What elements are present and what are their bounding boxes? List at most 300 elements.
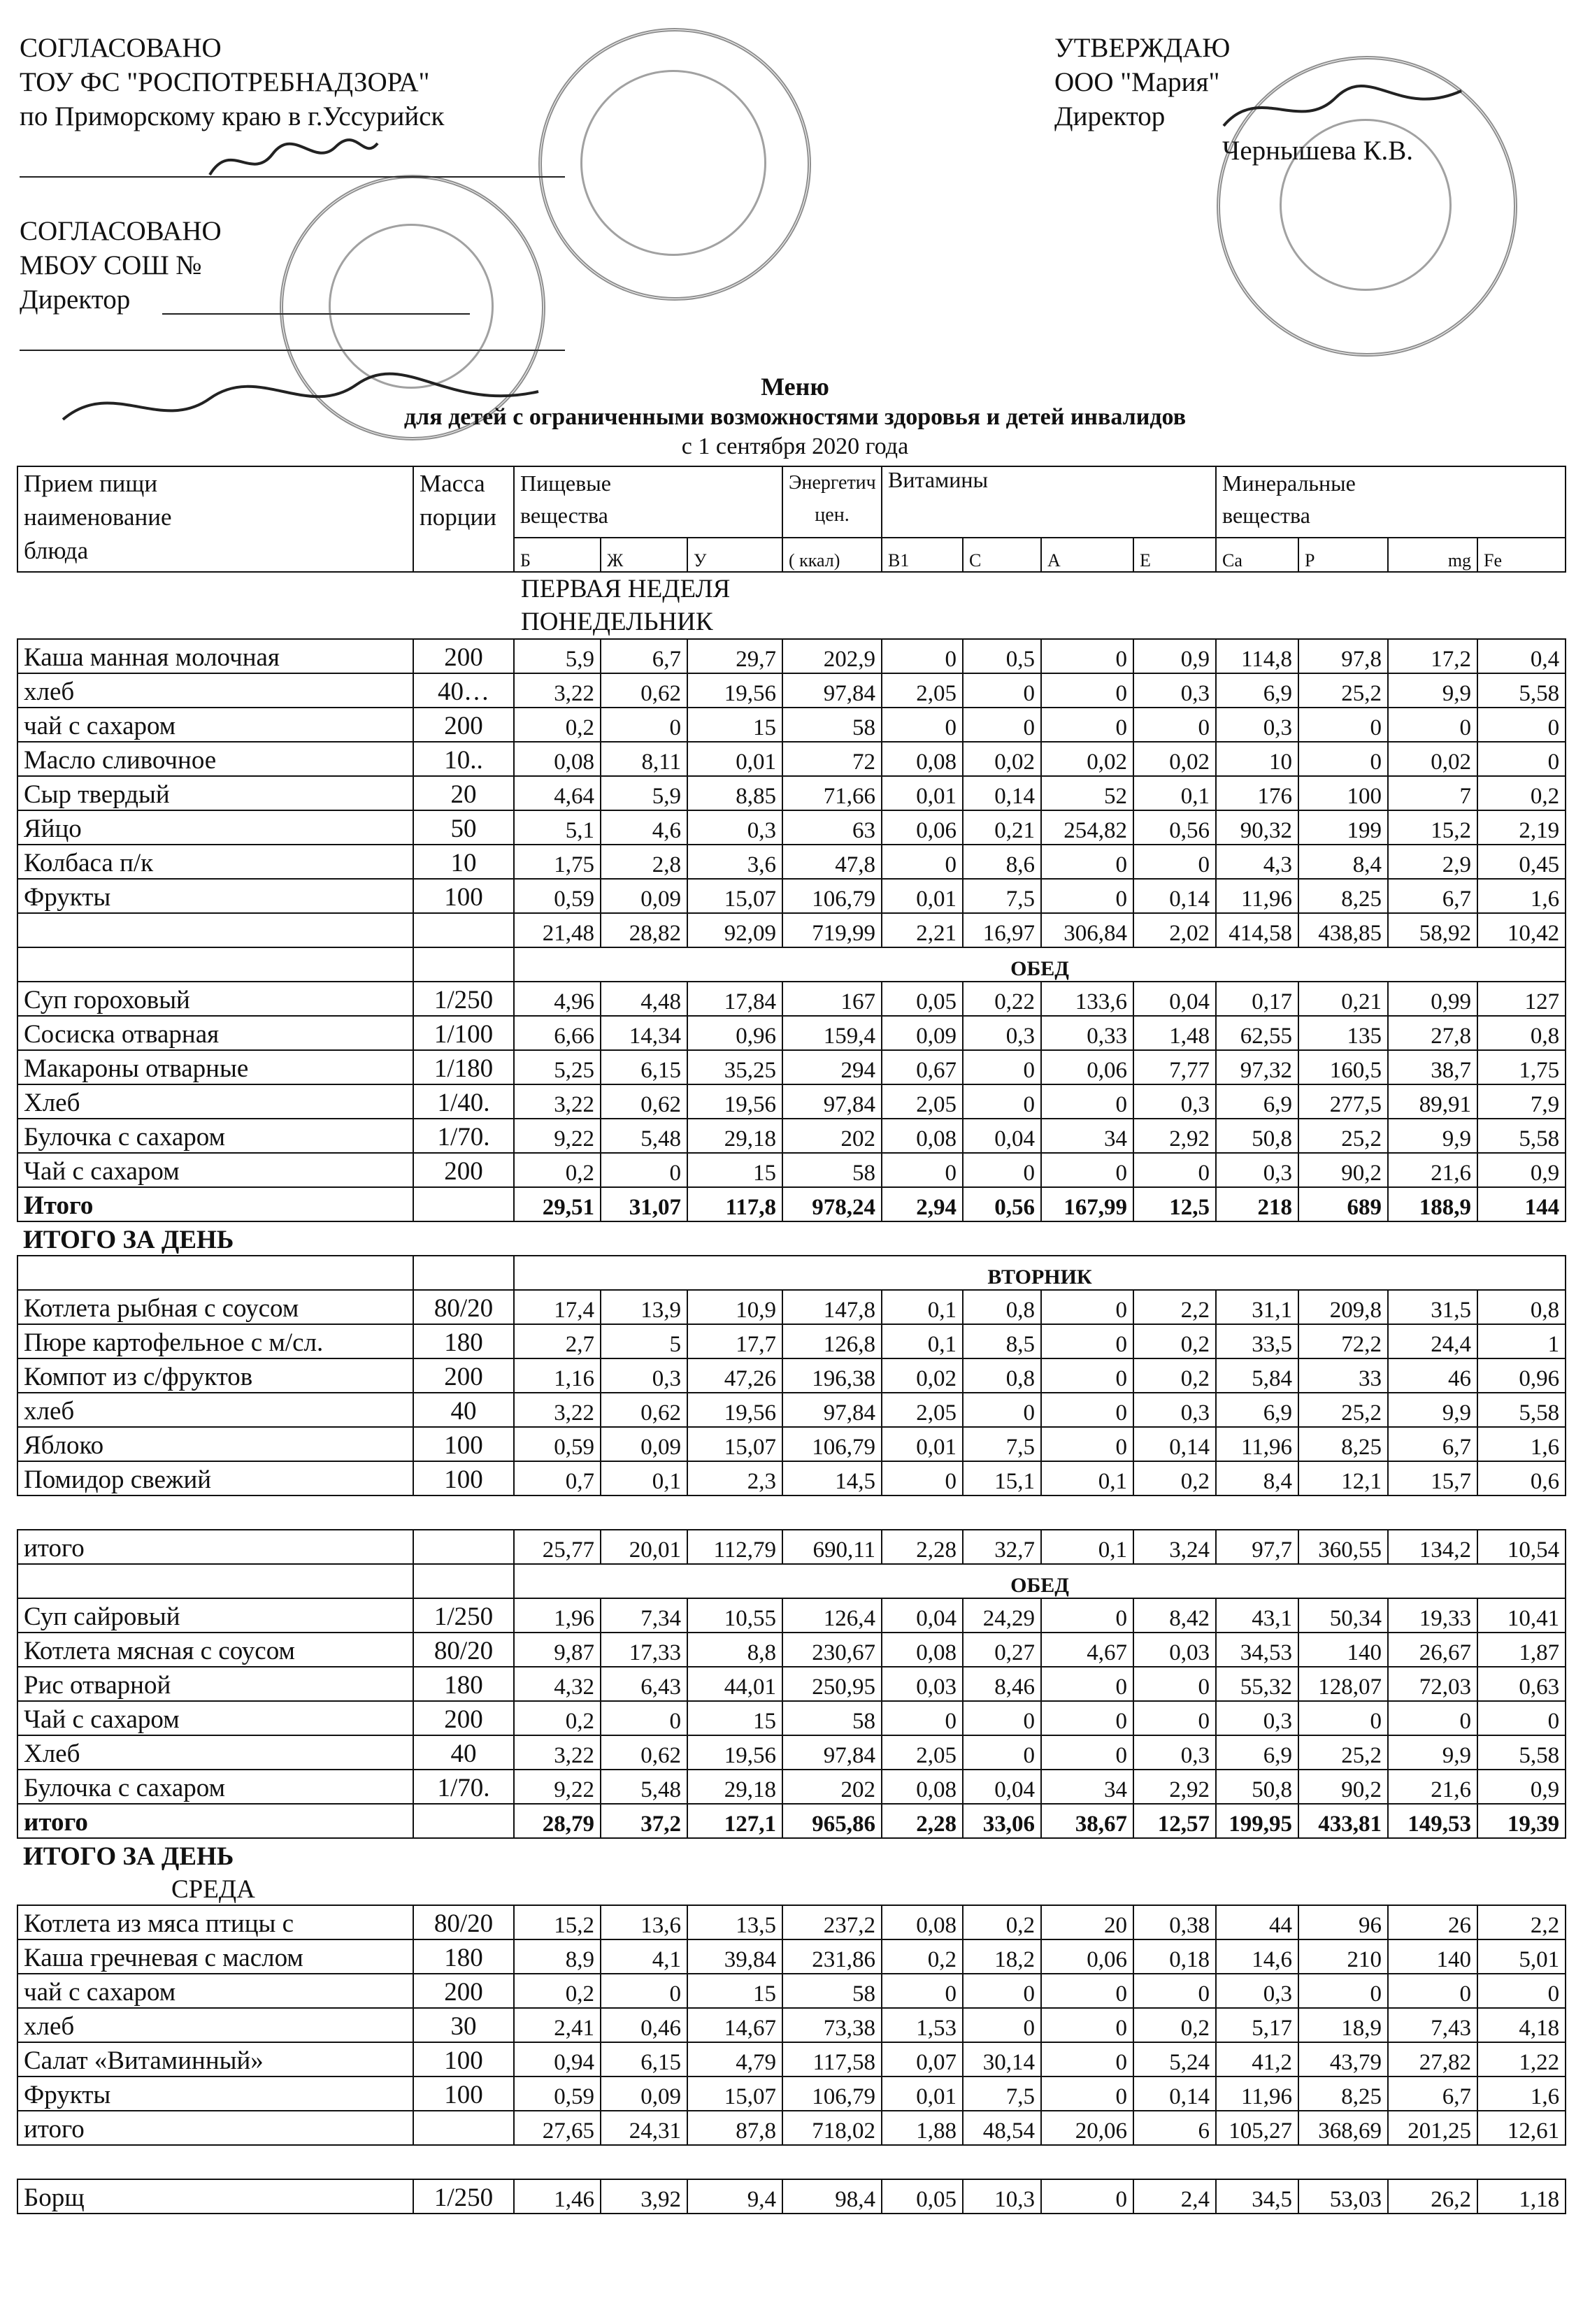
- value-cell: 15: [687, 1974, 782, 2008]
- table-row: [17, 1804, 1566, 1838]
- header-sub-col: A: [1041, 538, 1133, 572]
- dish-name: итого: [17, 1804, 413, 1838]
- table-row: [17, 1530, 1566, 1564]
- value-cell: 0: [882, 1701, 963, 1735]
- value-cell: 0: [1041, 1358, 1133, 1393]
- header-sub-col: ( ккал): [782, 538, 882, 572]
- portion-mass: 100: [413, 2076, 514, 2111]
- dish-name: Масло сливочное: [17, 742, 413, 776]
- value-cell: 0: [1477, 708, 1566, 742]
- portion-mass: 80/20: [413, 1905, 514, 1939]
- day-total-label: ИТОГО ЗА ДЕНЬ: [23, 1842, 234, 1871]
- value-cell: 9,4: [687, 2179, 782, 2214]
- portion-mass: 1/70.: [413, 1119, 514, 1153]
- value-cell: 0,1: [1133, 776, 1216, 810]
- table-row: [17, 1153, 1566, 1187]
- value-cell: 33: [1298, 1358, 1388, 1393]
- value-cell: 188,9: [1388, 1187, 1477, 1221]
- value-cell: 34,53: [1216, 1633, 1298, 1667]
- empty-cell: [413, 1564, 514, 1598]
- value-cell: 0,3: [1216, 1974, 1298, 2008]
- value-cell: 2,8: [601, 845, 687, 879]
- value-cell: 0,2: [882, 1939, 963, 1974]
- value-cell: 6,7: [1388, 1427, 1477, 1461]
- value-cell: 0: [1041, 1974, 1133, 2008]
- value-cell: 0,62: [601, 1084, 687, 1119]
- table-row: [17, 1393, 1566, 1427]
- value-cell: 20: [1041, 1905, 1133, 1939]
- table-row: [17, 1084, 1566, 1119]
- portion-mass: 50: [413, 810, 514, 845]
- header-sub-col: Ca: [1216, 538, 1298, 572]
- value-cell: 15,2: [514, 1905, 601, 1939]
- value-cell: 250,95: [782, 1667, 882, 1701]
- value-cell: 87,8: [687, 2111, 782, 2145]
- value-cell: 202,9: [782, 639, 882, 673]
- value-cell: 58,92: [1388, 913, 1477, 947]
- value-cell: 47,8: [782, 845, 882, 879]
- value-cell: 0: [963, 1393, 1041, 1427]
- value-cell: 0: [1477, 1974, 1566, 2008]
- stamp-seal-inner: [580, 70, 766, 256]
- value-cell: 0: [1133, 845, 1216, 879]
- value-cell: 2,05: [882, 1735, 963, 1770]
- table-row: [17, 2179, 1566, 2214]
- value-cell: 17,33: [601, 1633, 687, 1667]
- value-cell: 0: [963, 1050, 1041, 1084]
- value-cell: 6,9: [1216, 1735, 1298, 1770]
- value-cell: 7,9: [1477, 1084, 1566, 1119]
- value-cell: 32,7: [963, 1530, 1041, 1564]
- value-cell: 0,5: [963, 639, 1041, 673]
- value-cell: 1,48: [1133, 1016, 1216, 1050]
- value-cell: 218: [1216, 1187, 1298, 1221]
- value-cell: 0,1: [882, 1290, 963, 1324]
- value-cell: 3,22: [514, 1735, 601, 1770]
- value-cell: 8,46: [963, 1667, 1041, 1701]
- empty-cell: [413, 947, 514, 982]
- table-row: [17, 708, 1566, 742]
- value-cell: 13,5: [687, 1905, 782, 1939]
- value-cell: 689: [1298, 1187, 1388, 1221]
- value-cell: 50,8: [1216, 1770, 1298, 1804]
- value-cell: 13,9: [601, 1290, 687, 1324]
- approval-line: СОГЛАСОВАНО: [20, 33, 222, 63]
- value-cell: 35,25: [687, 1050, 782, 1084]
- value-cell: 0: [1041, 1427, 1133, 1461]
- table-row: [17, 1187, 1566, 1221]
- value-cell: 5: [601, 1324, 687, 1358]
- table-row: [17, 639, 1566, 673]
- value-cell: 27,82: [1388, 2042, 1477, 2076]
- value-cell: 0,05: [882, 982, 963, 1016]
- value-cell: 0: [1298, 742, 1388, 776]
- value-cell: 17,7: [687, 1324, 782, 1358]
- value-cell: 12,61: [1477, 2111, 1566, 2145]
- day-total-label: ИТОГО ЗА ДЕНЬ: [23, 1226, 234, 1254]
- value-cell: 9,22: [514, 1119, 601, 1153]
- approval-block-rospotrebnadzor: [20, 31, 445, 134]
- value-cell: 0,09: [601, 1427, 687, 1461]
- value-cell: 1,22: [1477, 2042, 1566, 2076]
- value-cell: 0: [1041, 1084, 1133, 1119]
- value-cell: 24,4: [1388, 1324, 1477, 1358]
- value-cell: 9,9: [1388, 1119, 1477, 1153]
- value-cell: 135: [1298, 1016, 1388, 1050]
- value-cell: 978,24: [782, 1187, 882, 1221]
- header-mass: Масса порции: [413, 466, 514, 572]
- value-cell: 5,17: [1216, 2008, 1298, 2042]
- value-cell: 9,22: [514, 1770, 601, 1804]
- value-cell: 8,25: [1298, 2076, 1388, 2111]
- value-cell: 5,48: [601, 1770, 687, 1804]
- value-cell: 2,2: [1133, 1290, 1216, 1324]
- value-cell: 58: [782, 1701, 882, 1735]
- dish-name: Суп сайровый: [17, 1598, 413, 1633]
- value-cell: 8,4: [1298, 845, 1388, 879]
- portion-mass: 1/100: [413, 1016, 514, 1050]
- value-cell: 0,09: [601, 879, 687, 913]
- value-cell: 9,9: [1388, 1393, 1477, 1427]
- value-cell: 0,8: [1477, 1290, 1566, 1324]
- value-cell: 11,96: [1216, 879, 1298, 913]
- value-cell: 965,86: [782, 1804, 882, 1838]
- dish-name: хлеб: [17, 2008, 413, 2042]
- value-cell: 11,96: [1216, 2076, 1298, 2111]
- value-cell: 147,8: [782, 1290, 882, 1324]
- value-cell: 0,9: [1133, 639, 1216, 673]
- table-row: [17, 2111, 1566, 2145]
- dish-name: Салат «Витаминный»: [17, 2042, 413, 2076]
- value-cell: 4,48: [601, 982, 687, 1016]
- value-cell: 50,8: [1216, 1119, 1298, 1153]
- table-row: [17, 845, 1566, 879]
- portion-mass: 200: [413, 1701, 514, 1735]
- value-cell: 1: [1477, 1324, 1566, 1358]
- value-cell: 14,5: [782, 1461, 882, 1495]
- dish-name: Пюре картофельное с м/сл.: [17, 1324, 413, 1358]
- table-row: [17, 1427, 1566, 1461]
- value-cell: 0,06: [1041, 1050, 1133, 1084]
- value-cell: 1,53: [882, 2008, 963, 2042]
- doc-subtitle: для детей с ограниченными возможностями здоровья и детей инвалидов: [403, 404, 1187, 430]
- value-cell: 0,14: [1133, 1427, 1216, 1461]
- value-cell: 25,2: [1298, 1393, 1388, 1427]
- header-sub-col: Б: [514, 538, 601, 572]
- value-cell: 55,32: [1216, 1667, 1298, 1701]
- value-cell: 0,8: [963, 1290, 1041, 1324]
- value-cell: 5,48: [601, 1119, 687, 1153]
- table-row: [17, 1016, 1566, 1050]
- value-cell: 12,1: [1298, 1461, 1388, 1495]
- dish-name: чай с сахаром: [17, 708, 413, 742]
- value-cell: 160,5: [1298, 1050, 1388, 1084]
- value-cell: 0,01: [882, 1427, 963, 1461]
- value-cell: 6,43: [601, 1667, 687, 1701]
- day-heading-row: [17, 1872, 1566, 1905]
- value-cell: 29,51: [514, 1187, 601, 1221]
- value-cell: 1,18: [1477, 2179, 1566, 2214]
- value-cell: 294: [782, 1050, 882, 1084]
- approval-line: СОГЛАСОВАНО: [20, 216, 222, 246]
- table-row: [17, 1358, 1566, 1393]
- value-cell: 0,2: [1133, 1358, 1216, 1393]
- value-cell: 10,41: [1477, 1598, 1566, 1633]
- value-cell: 0,8: [963, 1358, 1041, 1393]
- value-cell: 0,59: [514, 1427, 601, 1461]
- value-cell: 0: [963, 1735, 1041, 1770]
- value-cell: 39,84: [687, 1939, 782, 1974]
- value-cell: 8,25: [1298, 1427, 1388, 1461]
- value-cell: 0: [601, 1701, 687, 1735]
- value-cell: 2,94: [882, 1187, 963, 1221]
- dish-name: Котлета из мяса птицы с: [17, 1905, 413, 1939]
- portion-mass: 100: [413, 2042, 514, 2076]
- table-row: [17, 1667, 1566, 1701]
- value-cell: 199,95: [1216, 1804, 1298, 1838]
- value-cell: 0,05: [882, 2179, 963, 2214]
- table-row: [17, 913, 1566, 947]
- dish-name: Помидор свежий: [17, 1461, 413, 1495]
- value-cell: 0,08: [882, 1119, 963, 1153]
- value-cell: 0,67: [882, 1050, 963, 1084]
- value-cell: 0,6: [1477, 1461, 1566, 1495]
- value-cell: 0,08: [882, 742, 963, 776]
- value-cell: 12,5: [1133, 1187, 1216, 1221]
- value-cell: 92,09: [687, 913, 782, 947]
- value-cell: 0,02: [1388, 742, 1477, 776]
- day-total-row: [17, 1221, 1566, 1256]
- value-cell: 2,92: [1133, 1770, 1216, 1804]
- value-cell: 72,2: [1298, 1324, 1388, 1358]
- portion-mass: 180: [413, 1939, 514, 1974]
- value-cell: 0,14: [1133, 879, 1216, 913]
- value-cell: 44,01: [687, 1667, 782, 1701]
- value-cell: 2,3: [687, 1461, 782, 1495]
- value-cell: 97,84: [782, 1393, 882, 1427]
- table-row: [17, 1735, 1566, 1770]
- value-cell: 44: [1216, 1905, 1298, 1939]
- value-cell: 0: [1041, 1735, 1133, 1770]
- portion-mass: 180: [413, 1667, 514, 1701]
- value-cell: 202: [782, 1119, 882, 1153]
- value-cell: 100: [1298, 776, 1388, 810]
- value-cell: 0: [1133, 708, 1216, 742]
- value-cell: 4,67: [1041, 1633, 1133, 1667]
- header-minerals: Минеральные вещества: [1216, 466, 1566, 538]
- value-cell: 0,06: [882, 810, 963, 845]
- portion-mass: 40…: [413, 673, 514, 708]
- value-cell: 1,46: [514, 2179, 601, 2214]
- meal-heading-row: [17, 947, 1566, 982]
- value-cell: 29,18: [687, 1770, 782, 1804]
- value-cell: 62,55: [1216, 1016, 1298, 1050]
- value-cell: 0,8: [1477, 1016, 1566, 1050]
- value-cell: 0,18: [1133, 1939, 1216, 1974]
- value-cell: 1,6: [1477, 1427, 1566, 1461]
- value-cell: 230,67: [782, 1633, 882, 1667]
- value-cell: 71,66: [782, 776, 882, 810]
- value-cell: 1,96: [514, 1598, 601, 1633]
- value-cell: 117,8: [687, 1187, 782, 1221]
- value-cell: 43,1: [1216, 1598, 1298, 1633]
- table-row: [17, 2008, 1566, 2042]
- value-cell: 16,97: [963, 913, 1041, 947]
- table-row: [17, 1598, 1566, 1633]
- value-cell: 106,79: [782, 2076, 882, 2111]
- value-cell: 719,99: [782, 913, 882, 947]
- value-cell: 3,22: [514, 1084, 601, 1119]
- value-cell: 1,87: [1477, 1633, 1566, 1667]
- value-cell: 1,16: [514, 1358, 601, 1393]
- value-cell: 0: [1133, 1974, 1216, 2008]
- value-cell: 0: [882, 1974, 963, 2008]
- value-cell: 0: [1041, 1324, 1133, 1358]
- value-cell: 0,9: [1477, 1770, 1566, 1804]
- dish-name: Каша манная молочная: [17, 639, 413, 673]
- value-cell: 2,2: [1477, 1905, 1566, 1939]
- value-cell: 2,19: [1477, 810, 1566, 845]
- value-cell: 0,08: [882, 1770, 963, 1804]
- value-cell: 5,58: [1477, 1119, 1566, 1153]
- dish-name: Компот из с/фруктов: [17, 1358, 413, 1393]
- dish-name: Булочка с сахаром: [17, 1770, 413, 1804]
- value-cell: 17,2: [1388, 639, 1477, 673]
- value-cell: 718,02: [782, 2111, 882, 2145]
- value-cell: 126,4: [782, 1598, 882, 1633]
- value-cell: 140: [1298, 1633, 1388, 1667]
- value-cell: 0: [1133, 1153, 1216, 1187]
- value-cell: 10,55: [687, 1598, 782, 1633]
- value-cell: 29,18: [687, 1119, 782, 1153]
- value-cell: 2,92: [1133, 1119, 1216, 1153]
- value-cell: 4,1: [601, 1939, 687, 1974]
- value-cell: 15,2: [1388, 810, 1477, 845]
- value-cell: 89,91: [1388, 1084, 1477, 1119]
- portion-mass: 40: [413, 1735, 514, 1770]
- value-cell: 0: [1041, 2008, 1133, 2042]
- value-cell: 9,9: [1388, 1735, 1477, 1770]
- signature-mark: [1217, 77, 1468, 140]
- dish-name: Фрукты: [17, 879, 413, 913]
- value-cell: 0: [1041, 879, 1133, 913]
- value-cell: 18,9: [1298, 2008, 1388, 2042]
- value-cell: 21,48: [514, 913, 601, 947]
- dish-name: Суп гороховый: [17, 982, 413, 1016]
- value-cell: 21,6: [1388, 1153, 1477, 1187]
- value-cell: 10,9: [687, 1290, 782, 1324]
- table-row: [17, 673, 1566, 708]
- value-cell: 24,31: [601, 2111, 687, 2145]
- value-cell: 199: [1298, 810, 1388, 845]
- approval-line: по Приморскому краю в г.Уссурийск: [20, 101, 445, 131]
- value-cell: 690,11: [782, 1530, 882, 1564]
- value-cell: 30,14: [963, 2042, 1041, 2076]
- value-cell: 43,79: [1298, 2042, 1388, 2076]
- value-cell: 6: [1133, 2111, 1216, 2145]
- value-cell: 38,7: [1388, 1050, 1477, 1084]
- blank-row: [17, 1495, 1566, 1530]
- value-cell: 0,63: [1477, 1667, 1566, 1701]
- value-cell: 26: [1388, 1905, 1477, 1939]
- value-cell: 0,02: [963, 742, 1041, 776]
- value-cell: 2,21: [882, 913, 963, 947]
- value-cell: 14,6: [1216, 1939, 1298, 1974]
- value-cell: 0: [1041, 1290, 1133, 1324]
- value-cell: 6,7: [1388, 879, 1477, 913]
- dish-name: Итого: [17, 1187, 413, 1221]
- value-cell: 0,2: [514, 1974, 601, 2008]
- value-cell: 438,85: [1298, 913, 1388, 947]
- portion-mass: 30: [413, 2008, 514, 2042]
- table-row: [17, 1905, 1566, 1939]
- table-row: [17, 1050, 1566, 1084]
- value-cell: 5,25: [514, 1050, 601, 1084]
- value-cell: 27,8: [1388, 1016, 1477, 1050]
- value-cell: 5,58: [1477, 673, 1566, 708]
- value-cell: 17,84: [687, 982, 782, 1016]
- value-cell: 2,7: [514, 1324, 601, 1358]
- value-cell: 58: [782, 708, 882, 742]
- day-heading: СРЕДА: [171, 1875, 255, 1904]
- value-cell: 0,14: [1133, 2076, 1216, 2111]
- table-row: [17, 879, 1566, 913]
- value-cell: 210: [1298, 1939, 1388, 1974]
- value-cell: 97,7: [1216, 1530, 1298, 1564]
- value-cell: 0: [1477, 742, 1566, 776]
- value-cell: 4,96: [514, 982, 601, 1016]
- value-cell: 0,56: [1133, 810, 1216, 845]
- dish-name: Хлеб: [17, 1084, 413, 1119]
- approval-line: ООО "Мария": [1054, 67, 1220, 97]
- header-sub-col: Ж: [601, 538, 687, 572]
- header-sub-col: Fe: [1477, 538, 1566, 572]
- portion-mass: [413, 1530, 514, 1564]
- value-cell: 0,96: [1477, 1358, 1566, 1393]
- table-row: [17, 1633, 1566, 1667]
- value-cell: 0,01: [882, 776, 963, 810]
- value-cell: 7,5: [963, 1427, 1041, 1461]
- value-cell: 0,08: [882, 1633, 963, 1667]
- table-row: [17, 1701, 1566, 1735]
- value-cell: 20,06: [1041, 2111, 1133, 2145]
- value-cell: 1,75: [1477, 1050, 1566, 1084]
- value-cell: 2,05: [882, 1393, 963, 1427]
- portion-mass: 200: [413, 1358, 514, 1393]
- dish-name: Макароны отварные: [17, 1050, 413, 1084]
- value-cell: 433,81: [1298, 1804, 1388, 1838]
- approval-block-school: [20, 214, 222, 317]
- header-sub-col: P: [1298, 538, 1388, 572]
- value-cell: 134,2: [1388, 1530, 1477, 1564]
- portion-mass: 200: [413, 639, 514, 673]
- value-cell: 0,46: [601, 2008, 687, 2042]
- value-cell: 0: [963, 1701, 1041, 1735]
- value-cell: 140: [1388, 1939, 1477, 1974]
- value-cell: 4,32: [514, 1667, 601, 1701]
- dish-name: Борщ: [17, 2179, 413, 2214]
- dish-name: Хлеб: [17, 1735, 413, 1770]
- value-cell: 3,24: [1133, 1530, 1216, 1564]
- approval-line: Директор: [1054, 101, 1166, 131]
- value-cell: 0,9: [1477, 1153, 1566, 1187]
- dish-name: Яйцо: [17, 810, 413, 845]
- value-cell: 90,2: [1298, 1153, 1388, 1187]
- value-cell: 18,2: [963, 1939, 1041, 1974]
- value-cell: 0,02: [1133, 742, 1216, 776]
- dish-name: Котлета мясная с соусом: [17, 1633, 413, 1667]
- value-cell: 5,58: [1477, 1735, 1566, 1770]
